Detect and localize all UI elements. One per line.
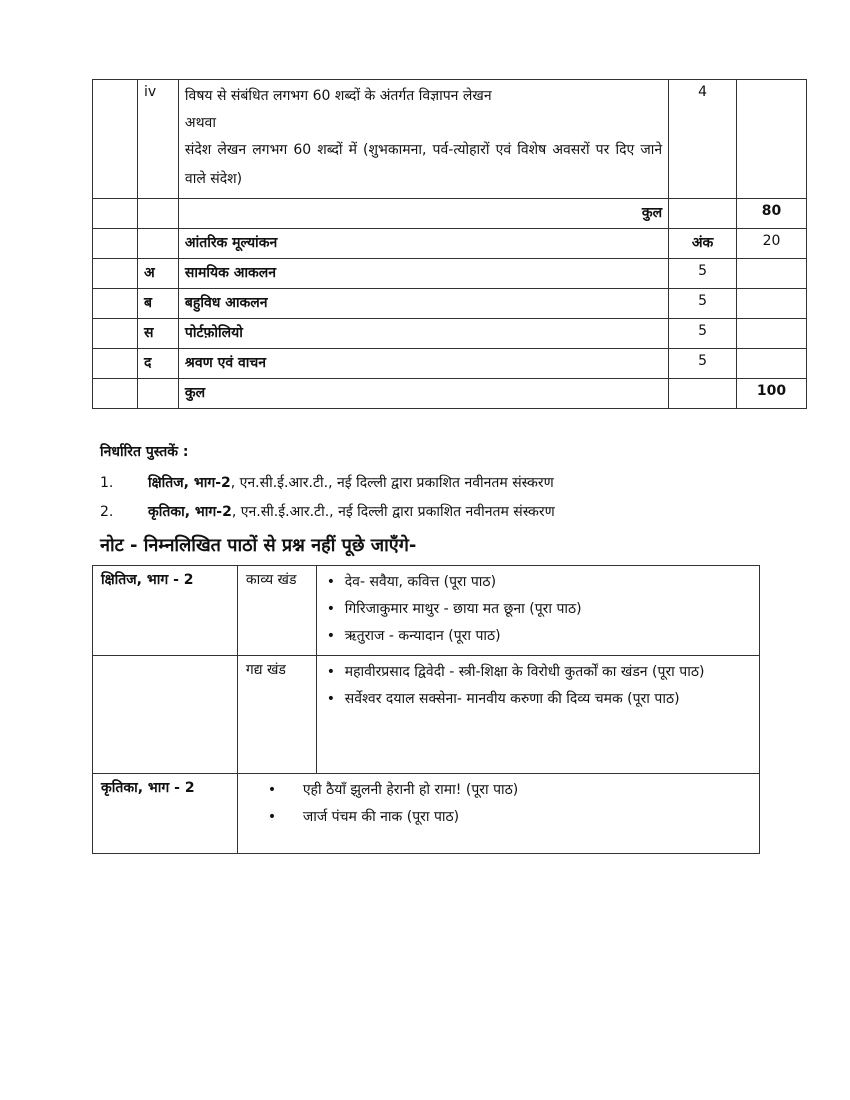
- description-line: अथवा: [184, 115, 216, 131]
- note-heading: नोट - निम्नलिखित पाठों से प्रश्न नहीं पूछे जाएँगे-: [100, 535, 417, 556]
- list-item: [327, 568, 751, 597]
- section-name: काव्य खंड: [237, 566, 316, 656]
- list-item: [327, 658, 751, 687]
- lesson-list: [316, 566, 759, 656]
- bullet-icon: •: [326, 691, 335, 707]
- list-item: [327, 622, 751, 651]
- total-label: कुल: [178, 199, 668, 229]
- book-details: , एन.सी.ई.आर.टी., नई दिल्ली द्वारा प्रकाशित नवीनतम संस्करण: [231, 504, 555, 520]
- book-item: [100, 502, 555, 521]
- item-marks: 5: [669, 259, 737, 289]
- list-item: [327, 685, 751, 714]
- item-label: सामयिक आकलन: [178, 259, 668, 289]
- grand-total-value: 100: [737, 379, 807, 409]
- cell-blank: [737, 289, 807, 319]
- item-marks: 5: [669, 319, 737, 349]
- cell-blank: [93, 199, 138, 229]
- item-letter: स: [137, 319, 178, 349]
- lesson-text: देव- सवैया, कवित्त (पूरा पाठ): [344, 574, 497, 590]
- cell-blank: [93, 379, 138, 409]
- row-marks: 4: [669, 80, 737, 199]
- cell-blank: [737, 259, 807, 289]
- cell-blank: [93, 319, 138, 349]
- row-number: iv: [137, 80, 178, 199]
- bullet-icon: •: [326, 664, 335, 680]
- cell-blank: [669, 379, 737, 409]
- item-letter: द: [137, 349, 178, 379]
- cell-blank: [137, 199, 178, 229]
- book-number: 1.: [100, 475, 114, 491]
- marks-table: [92, 79, 807, 409]
- book-details: , एन.सी.ई.आर.टी., नई दिल्ली द्वारा प्रकाशित नवीनतम संस्करण: [230, 475, 554, 491]
- internal-assessment-value: 20: [737, 229, 807, 259]
- grand-total-label: कुल: [178, 379, 668, 409]
- cell-blank: [93, 80, 138, 199]
- description-line: विषय से संबंधित लगभग 60 शब्दों के अंतर्गत विज्ञापन लेखन: [184, 88, 492, 104]
- cell-blank: [137, 229, 178, 259]
- book-title: क्षितिज, भाग-2: [148, 475, 231, 491]
- cell-blank: [737, 349, 807, 379]
- cell-blank: [137, 379, 178, 409]
- excluded-lessons-table: [92, 565, 760, 854]
- bullet-icon: •: [267, 782, 277, 798]
- marks-column-label: अंक: [669, 229, 737, 259]
- list-item: [268, 776, 751, 805]
- item-letter: अ: [137, 259, 178, 289]
- item-label: पोर्टफ़ोलियो: [178, 319, 668, 349]
- cell-blank: [669, 199, 737, 229]
- lesson-text: गिरिजाकुमार माथुर - छाया मत छूना (पूरा पाठ): [344, 601, 582, 617]
- book-name: कृतिका, भाग - 2: [93, 774, 238, 854]
- book-name: क्षितिज, भाग - 2: [93, 566, 238, 656]
- bullet-icon: •: [267, 809, 277, 825]
- book-number: 2.: [100, 504, 114, 520]
- lesson-text: महावीरप्रसाद द्विवेदी - स्त्री-शिक्षा के विरोधी कुतर्कों का खंडन (पूरा पाठ): [344, 664, 705, 680]
- item-label: श्रवण एवं वाचन: [178, 349, 668, 379]
- cell-blank: [93, 349, 138, 379]
- cell-blank: [737, 80, 807, 199]
- cell-blank: [93, 656, 238, 774]
- book-item: [100, 473, 554, 492]
- cell-blank: [737, 319, 807, 349]
- item-label: बहुविध आकलन: [178, 289, 668, 319]
- lesson-text: जार्ज पंचम की नाक (पूरा पाठ): [302, 809, 460, 825]
- cell-blank: [93, 229, 138, 259]
- item-marks: 5: [669, 289, 737, 319]
- cell-blank: [93, 289, 138, 319]
- lesson-list: [316, 656, 759, 774]
- lesson-text: एही ठैयाँ झुलनी हेरानी हो रामा! (पूरा पाठ): [302, 782, 519, 798]
- row-description: [178, 80, 668, 199]
- item-letter: ब: [137, 289, 178, 319]
- internal-assessment-label: आंतरिक मूल्यांकन: [178, 229, 668, 259]
- book-title: कृतिका, भाग-2: [148, 504, 232, 520]
- section-name: गद्य खंड: [237, 656, 316, 774]
- bullet-icon: •: [326, 601, 335, 617]
- lesson-text: ऋतुराज - कन्यादान (पूरा पाठ): [344, 628, 501, 644]
- total-value: 80: [737, 199, 807, 229]
- lesson-text: सर्वेश्वर दयाल सक्सेना- मानवीय करुणा की दिव्य चमक (पूरा पाठ): [344, 691, 680, 707]
- description-line: संदेश लेखन लगभग 60 शब्दों में (शुभकामना, पर्व-त्योहारों एवं विशेष अवसरों पर दिए जाने वाले संदेश): [184, 142, 663, 187]
- bullet-icon: •: [326, 574, 335, 590]
- list-item: [268, 803, 751, 832]
- lesson-list: [237, 774, 759, 854]
- prescribed-books-heading: निर्धारित पुस्तकें :: [100, 444, 189, 460]
- list-item: [327, 595, 751, 624]
- item-marks: 5: [669, 349, 737, 379]
- bullet-icon: •: [326, 628, 335, 644]
- cell-blank: [93, 259, 138, 289]
